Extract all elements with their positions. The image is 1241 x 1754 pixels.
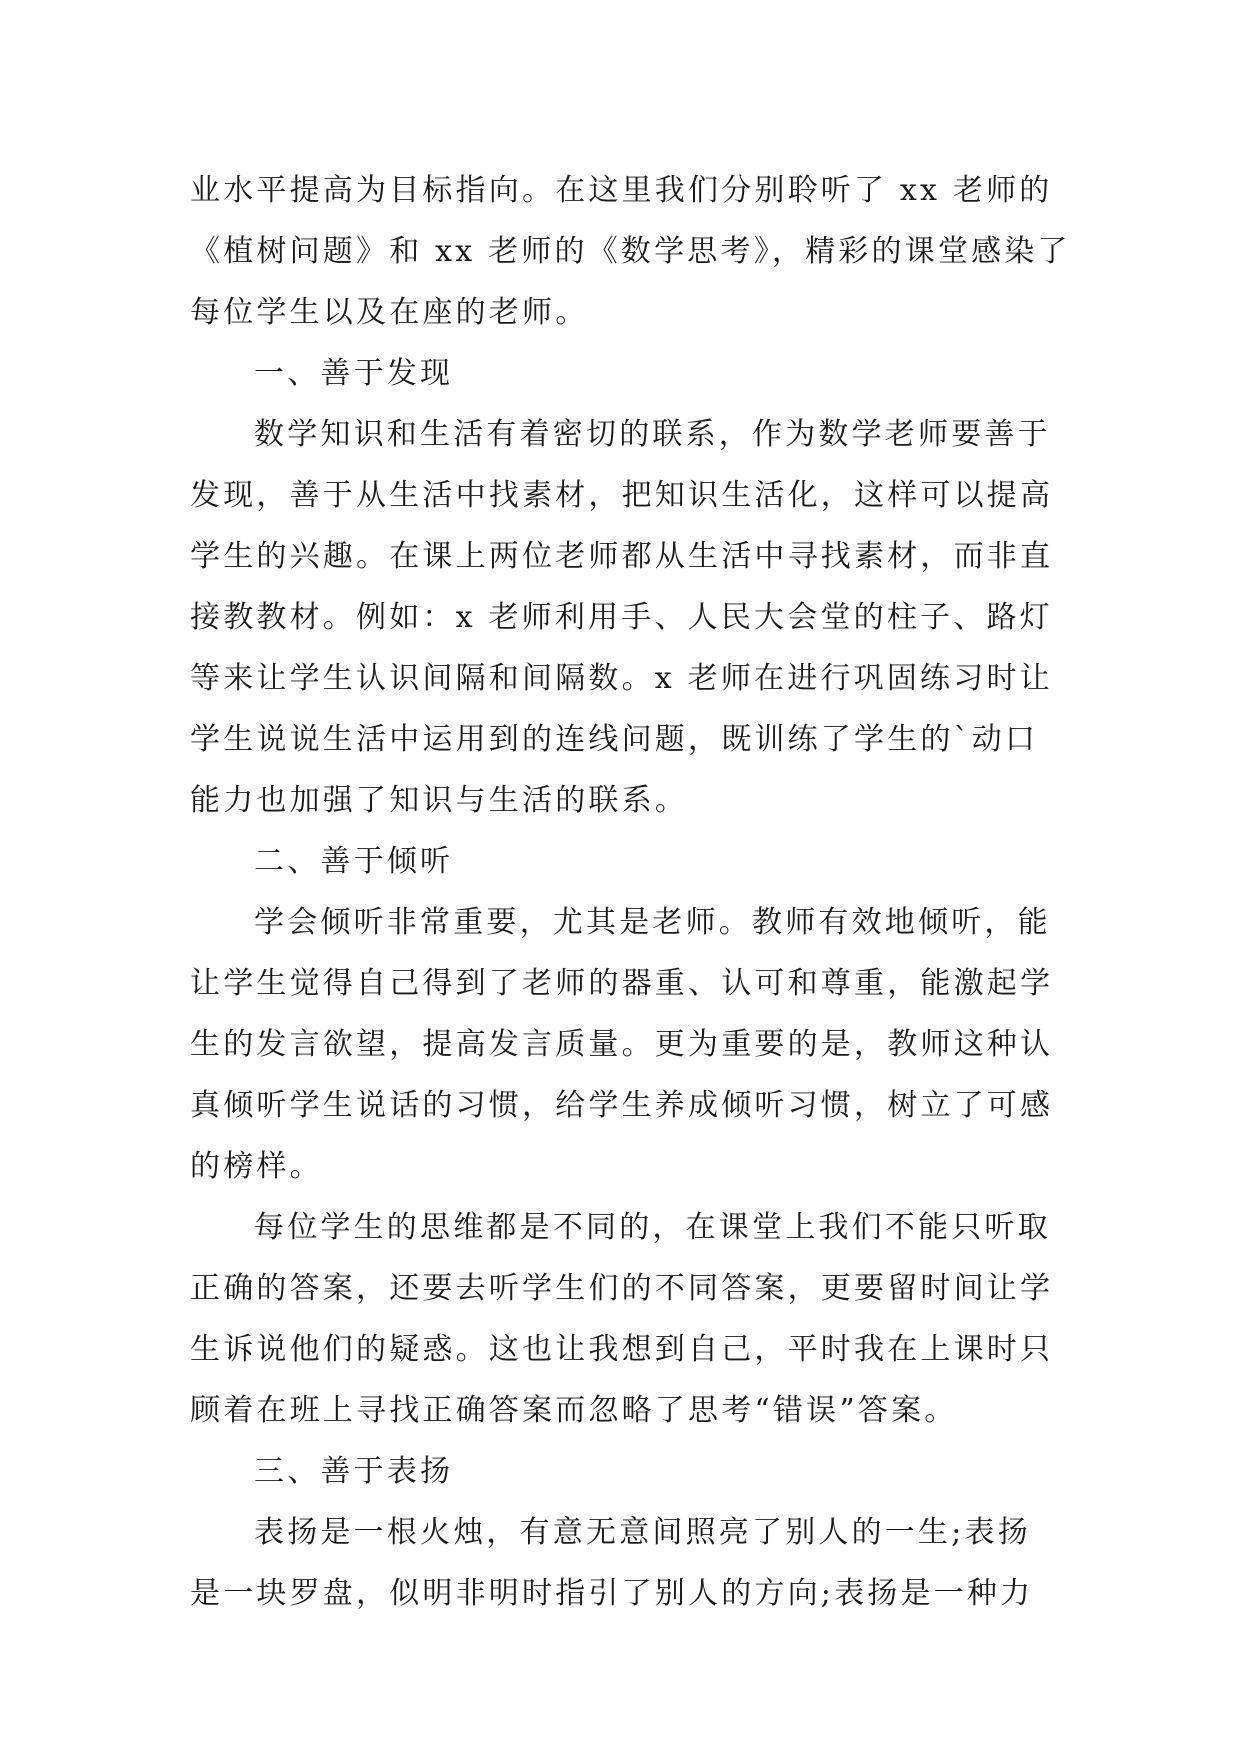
paragraph-line: 数学知识和生活有着密切的联系，作为数学老师要善于 — [254, 417, 1051, 452]
paragraph-line: 业水平提高为目标指向。在这里我们分别聆听了 xx 老师的 — [190, 173, 1053, 208]
paragraph-line: 等来让学生认识间隔和间隔数。x 老师在进行巩固练习时让 — [190, 661, 1053, 696]
section-heading: 二、善于倾听 — [254, 844, 454, 879]
paragraph-line: 学生的兴趣。在课上两位老师都从生活中寻找素材，而非直 — [190, 539, 1054, 574]
paragraph-line: 能力也加强了知识与生活的联系。 — [190, 783, 688, 818]
paragraph-line: 真倾听学生说话的习惯，给学生养成倾听习惯，树立了可感 — [190, 1088, 1054, 1123]
paragraph-line: 生的发言欲望，提高发言质量。更为重要的是，教师这种认 — [190, 1027, 1054, 1062]
paragraph-line: 生诉说他们的疑惑。这也让我想到自己，平时我在上课时只 — [190, 1332, 1054, 1367]
paragraph-line: 学生说说生活中运用到的连线问题，既训练了学生的`动口 — [190, 722, 1039, 757]
paragraph-line: 的榜样。 — [190, 1149, 323, 1184]
section-heading: 三、善于表扬 — [254, 1454, 454, 1489]
document-body — [190, 160, 1071, 1624]
paragraph-line: 是一块罗盘，似明非明时指引了别人的方向;表扬是一种力 — [190, 1576, 1034, 1611]
paragraph-line: 让学生觉得自己得到了老师的器重、认可和尊重，能激起学 — [190, 966, 1054, 1001]
paragraph-line: 表扬是一根火烛，有意无意间照亮了别人的一生;表扬 — [254, 1515, 1031, 1550]
section-heading: 一、善于发现 — [254, 356, 454, 391]
paragraph-line: 每位学生以及在座的老师。 — [190, 295, 589, 330]
paragraph-line: 发现，善于从生活中找素材，把知识生活化，这样可以提高 — [190, 478, 1054, 513]
paragraph-line: 每位学生的思维都是不同的，在课堂上我们不能只听取 — [254, 1210, 1051, 1245]
paragraph-line: 顾着在班上寻找正确答案而忽略了思考“错误”答案。 — [190, 1393, 958, 1428]
paragraph-line: 接教教材。例如：x 老师利用手、人民大会堂的柱子、路灯 — [190, 600, 1053, 635]
paragraph-line: 《植树问题》和 xx 老师的《数学思考》，精彩的课堂感染了 — [190, 234, 1071, 269]
paragraph-line: 学会倾听非常重要，尤其是老师。教师有效地倾听，能 — [254, 905, 1051, 940]
paragraph-line: 正确的答案，还要去听学生们的不同答案，更要留时间让学 — [190, 1271, 1054, 1306]
